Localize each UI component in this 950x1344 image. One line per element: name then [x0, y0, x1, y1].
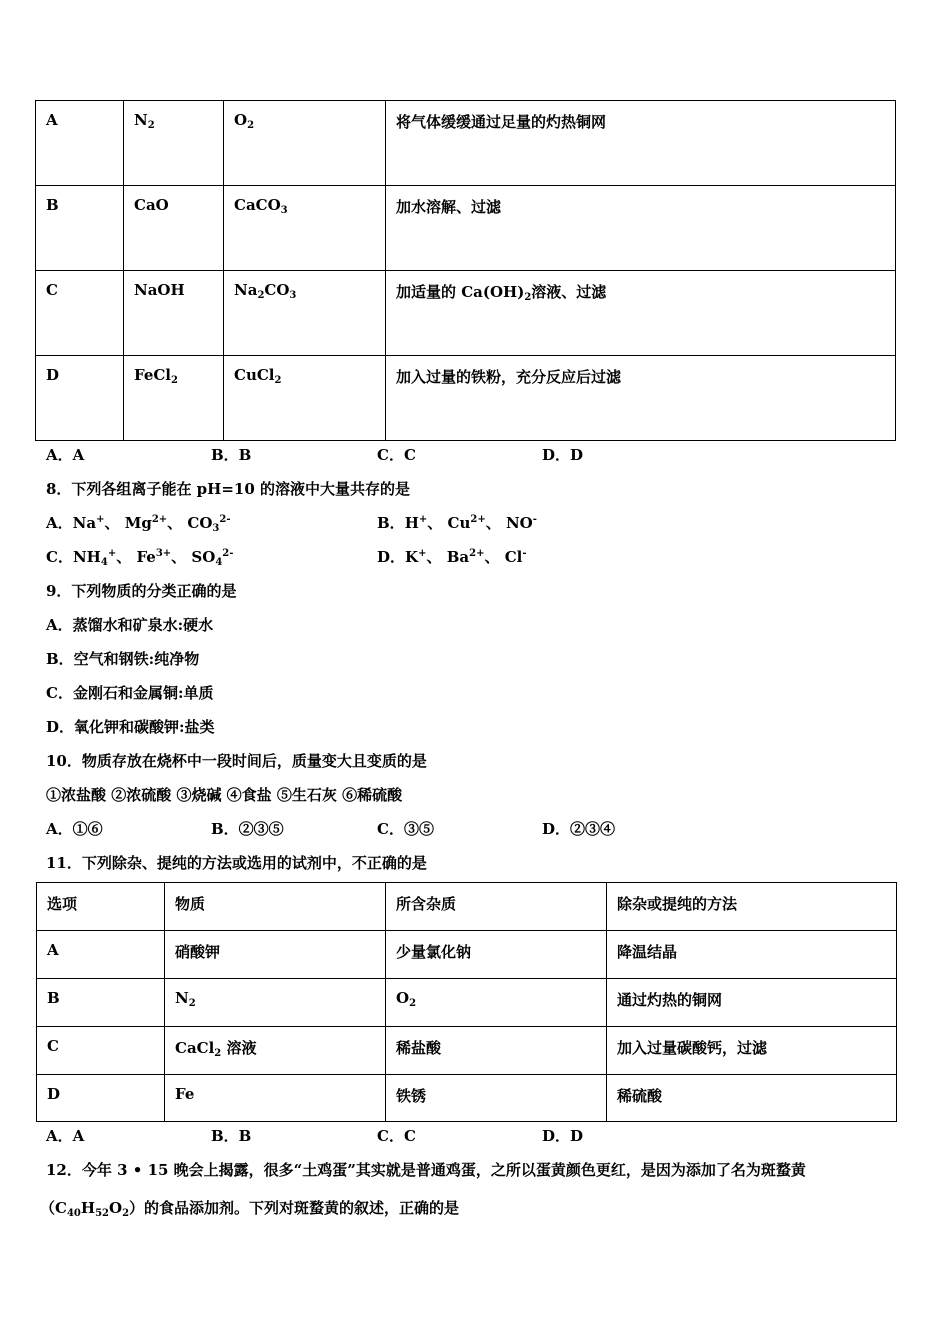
q8-option-d[interactable]: D．K+、 $Ba^{2+}$、 Cl-: [377, 548, 527, 566]
header-method: 除杂或提纯的方法: [607, 883, 897, 931]
method-cell: 加入过量的铁粉，充分反应后过滤: [386, 356, 896, 441]
header-substance: 物质: [165, 883, 386, 931]
method-cell: 稀硫酸: [607, 1075, 897, 1122]
table-2: [36, 882, 897, 1122]
substance-cell: 硝酸钾: [165, 931, 386, 979]
header-impurity: 所含杂质: [386, 883, 607, 931]
table-row: [37, 979, 897, 1027]
table-1: [35, 100, 896, 441]
row-label: B: [37, 979, 165, 1027]
row-label: A: [36, 101, 124, 186]
q8-option-c[interactable]: C．$NH_4^+$、 $Fe^{3+}$、 $SO_4^{2-}$: [46, 548, 234, 568]
row-label: C: [37, 1027, 165, 1075]
method-cell: 降温结晶: [607, 931, 897, 979]
substance-cell: CaO: [124, 186, 224, 271]
table-row: [37, 1075, 897, 1122]
answer-option-b[interactable]: B．B: [211, 446, 252, 464]
substance-cell: $N_2$: [165, 979, 386, 1027]
table-header-row: [37, 883, 897, 931]
q10-option-c[interactable]: C．③⑤: [377, 820, 434, 838]
table-row: [37, 931, 897, 979]
question-12-line-2: $(C_{40}H_{52}O_2)$的食品添加剂。下列对斑蝥黄的叙述，正确的是: [40, 1199, 460, 1219]
method-cell: 加水溶解、过滤: [386, 186, 896, 271]
q10-option-d[interactable]: D．②③④: [542, 820, 616, 838]
substance-cell: CaCl$_2$ 溶液: [165, 1027, 386, 1075]
q10-option-a[interactable]: A．①⑥: [46, 820, 103, 838]
header-option: 选项: [37, 883, 165, 931]
table-row: [36, 186, 896, 271]
q11-option-a[interactable]: A．A: [46, 1127, 85, 1145]
row-label: D: [37, 1075, 165, 1122]
answer-option-d[interactable]: D．D: [542, 446, 584, 464]
question-10-stem: 10．物质存放在烧杯中一段时间后，质量变大且变质的是: [46, 752, 427, 770]
impurity-cell: $O_2$: [386, 979, 607, 1027]
q8-option-b[interactable]: B．H+、 $Cu^{2+}$、 NO-: [377, 514, 537, 532]
method-cell: 将气体缓缓通过足量的灼热铜网: [386, 101, 896, 186]
row-label: B: [36, 186, 124, 271]
q9-option-b[interactable]: B．空气和钢铁:纯净物: [46, 650, 200, 668]
substance-cell: FeCl$_2$: [124, 356, 224, 441]
q10-option-b[interactable]: B．②③⑤: [211, 820, 284, 838]
q11-option-c[interactable]: C．C: [377, 1127, 416, 1145]
table-row: [36, 356, 896, 441]
method-cell: 加适量的 $Ca(OH)_2$溶液、过滤: [386, 271, 896, 356]
row-label: C: [36, 271, 124, 356]
q9-option-d[interactable]: D．氧化钾和碳酸钾:盐类: [46, 718, 215, 736]
table-row: [36, 271, 896, 356]
q8-option-a[interactable]: A．Na+、 $Mg^{2+}$、 $CO_3^{2-}$: [46, 514, 231, 534]
substance-cell: NaOH: [124, 271, 224, 356]
q9-option-c[interactable]: C．金刚石和金属铜:单质: [46, 684, 214, 702]
impurity-cell: $O_2$: [224, 101, 386, 186]
table-row: [36, 101, 896, 186]
impurity-cell: 稀盐酸: [386, 1027, 607, 1075]
question-10-items: ①浓盐酸 ②浓硫酸 ③烧碱 ④食盐 ⑤生石灰 ⑥稀硫酸: [46, 786, 403, 804]
row-label: A: [37, 931, 165, 979]
q11-option-d[interactable]: D．D: [542, 1127, 584, 1145]
impurity-cell: $Na_2CO_3$: [224, 271, 386, 356]
impurity-cell: 少量氯化钠: [386, 931, 607, 979]
question-9-stem: 9．下列物质的分类正确的是: [46, 582, 237, 600]
q9-option-a[interactable]: A．蒸馏水和矿泉水:硬水: [46, 616, 214, 634]
method-cell: 加入过量碳酸钙，过滤: [607, 1027, 897, 1075]
substance-cell: Fe: [165, 1075, 386, 1122]
question-12-line-1: 12．今年 3 • 15 晚会上揭露，很多“土鸡蛋”其实就是普通鸡蛋，之所以蛋黄颜色更红，是因为添加了名为斑蝥黄: [46, 1161, 806, 1179]
question-11-stem: 11．下列除杂、提纯的方法或选用的试剂中，不正确的是: [46, 854, 427, 872]
substance-cell: $N_2$: [124, 101, 224, 186]
impurity-cell: CuCl$_2$: [224, 356, 386, 441]
impurity-cell: 铁锈: [386, 1075, 607, 1122]
impurity-cell: CaCO$_3$: [224, 186, 386, 271]
q11-option-b[interactable]: B．B: [211, 1127, 252, 1145]
answer-option-a[interactable]: A．A: [46, 446, 85, 464]
row-label: D: [36, 356, 124, 441]
method-cell: 通过灼热的铜网: [607, 979, 897, 1027]
table-row: [37, 1027, 897, 1075]
answer-option-c[interactable]: C．C: [377, 446, 416, 464]
question-8-stem: 8．下列各组离子能在 pH=10 的溶液中大量共存的是: [46, 480, 410, 498]
